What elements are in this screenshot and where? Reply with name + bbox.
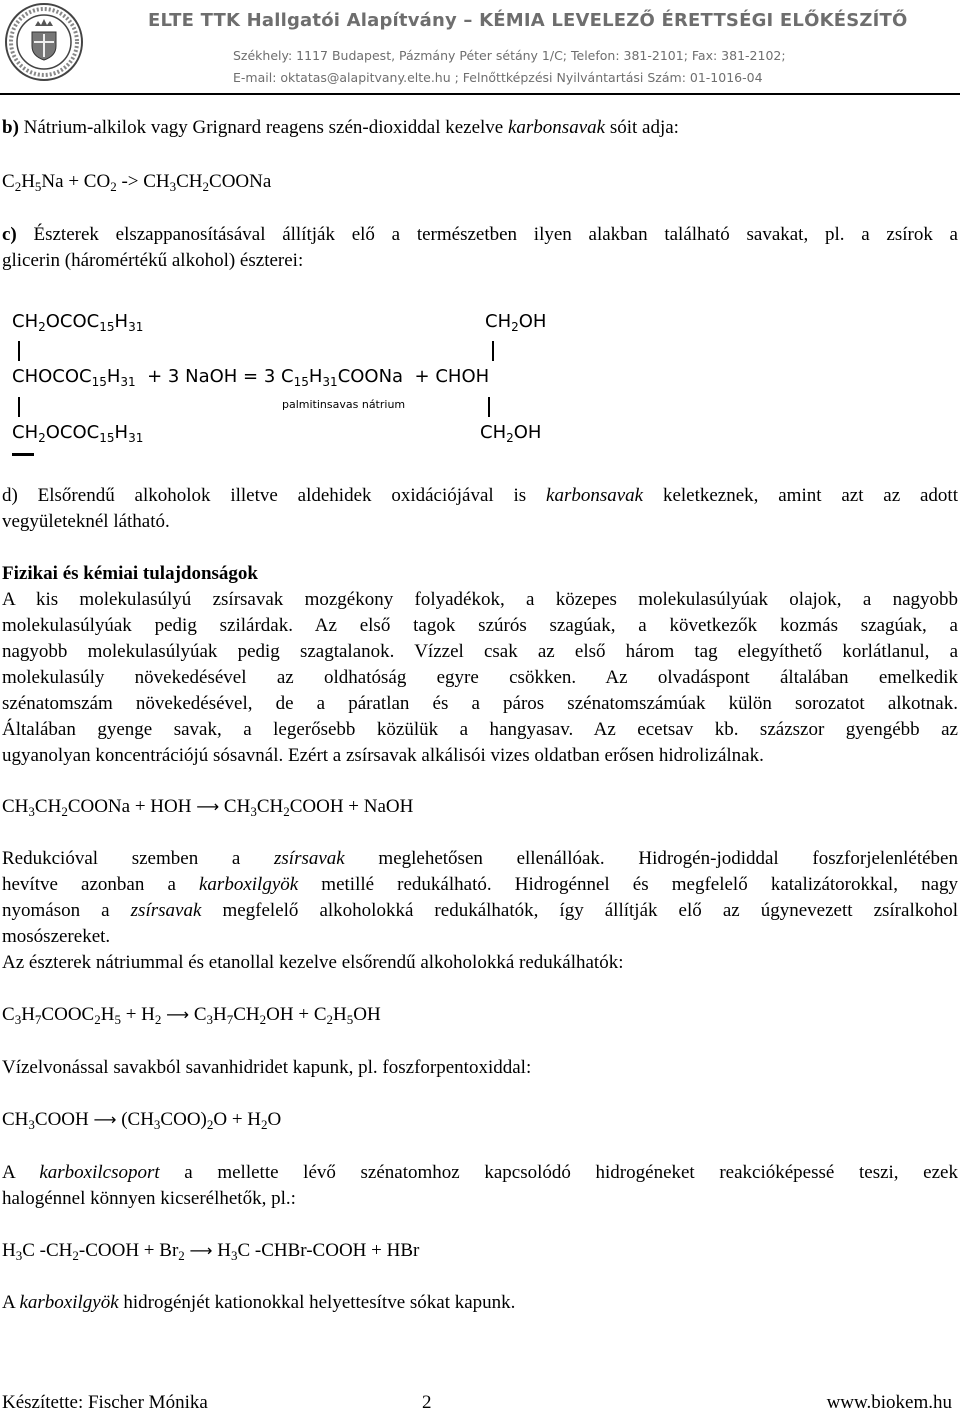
reaction-bromination: $H_3C$ $-CH_2$-COOH + $Br_2$ ⟶ $H_3C$ -CHBr-COOH + HBr <box>2 1240 420 1263</box>
reaction-grignard: $C_2H_5Na + CO_2$ -> $CH_3CH_2COONa$ <box>2 171 272 194</box>
reaction-ester-reduction: $C_3H_7COOC_2H_5 + H_2$ ⟶ $C_3H_7CH_2OH + C_2H_5OH$ <box>2 1004 381 1027</box>
final-paragraph: A karboxilgyök hidrogénjét kationokkal helyettesítve sókat kapunk. <box>2 1292 516 1313</box>
university-seal-logo <box>4 2 84 82</box>
section-heading: Fizikai és kémiai tulajdonságok <box>2 563 258 584</box>
reaction-anhydride: $CH_3COOH$ ⟶ $(CH_3COO)_2O + H_2O$ <box>2 1109 282 1132</box>
header-contact: E-mail: oktatas@alapitvany.elte.hu ; Felnőttképzési Nyilvántartási Szám: 01-1016-04 <box>233 70 763 85</box>
equation-caption: palmitinsavas nátrium <box>282 398 406 411</box>
footer-author: Készítette: Fischer Mónika <box>2 1392 208 1413</box>
carboxyl-paragraph: A karboxilcsoport a mellette lévő szénatomhoz kapcsolódó hidrogéneket reakcióképessé teszi, ezek halogénnel könnyen kicserélhetők, pl.: <box>2 1162 958 1209</box>
para-b: b) Nátrium-alkilok vagy Grignard reagens szén-dioxiddal kezelve karbonsavak sóit adja: <box>2 117 679 138</box>
page-number: 2 <box>422 1392 432 1413</box>
saponification-equation: $CH_2OCOC_{15}H_{31}$ $CH_2OH$ $CHOCOC_{15}H_{31} + 3$ NaOH = 3 $C_{15}H_{31}COONa$ + CHOH palmitinsavas nátrium $CH_2OCOC_{15}H_{31}$ $CH_2OH$ <box>10 305 570 465</box>
para-d: d) Elsőrendű alkoholok illetve aldehidek oxidációjával is karbonsavak keletkeznek, amint azt az adott vegyületeknél látható. <box>2 485 958 532</box>
para-c: c) Észterek elszappanosításával állítják elő a természetben ilyen alakban található savakat, pl. a zsírok a glicerin (háromértékű alkohol) észterei: <box>2 224 958 271</box>
header-address: Székhely: 1117 Budapest, Pázmány Péter sétány 1/C; Telefon: 381-2101; Fax: 381-2102; <box>233 48 786 63</box>
properties-paragraph: A kis molekulasúlyú zsírsavak mozgékony folyadékok, a közepes molekulasúlyúak olajok, a nagyobb molekulasúlyúak pedig szilárdak. Az első tagok szúrós szagúak, a következők kozmás szagúak, a nagyobb molekulasúlyúak pedig szagtalanok. Vízzel csak az első három tag elegyíthető korlátlanul, a molekulasúly növekedésével az oldhatóság egyre csökken. Az olvadáspont általában emelkedik szénatomszám növekedésével, de a páratlan és a páros szénatomszámúak külön sorozatot alkotnak. Általában gyenge savak, a legerősebb közülük a hangyasav. Az ecetsav kb. százszor gyengébb az ugyanolyan koncentrációjú sósavnál. Ezért a zsírsavak alkálisói vizes oldatban erősen hidrolizálnak. <box>2 589 958 766</box>
anhydride-text: Vízelvonással savakból savanhidridet kapunk, pl. foszforpentoxiddal: <box>2 1057 532 1078</box>
header-title: ELTE TTK Hallgatói Alapítvány – KÉMIA LEVELEZŐ ÉRETTSÉGI ELŐKÉSZÍTŐ <box>148 10 908 31</box>
reduction-paragraph: Redukcióval szemben a zsírsavak meglehetősen ellenállóak. Hidrogén-jodiddal foszforjelenlétében hevítve azonban a karboxilgyök metillé redukálható. Hidrogénnel és megfelelő katalizátorokkal, nagy nyomáson a zsírsavak megfelelő alkoholokká redukálhatók, így állítják elő az úgynevezett zsíralkohol mosószereket. Az észterek nátriummal és etanollal kezelve elsőrendű alkoholokká redukálhatók: <box>2 848 959 973</box>
reaction-hydrolysis: $CH_3CH_2COONa$ + HOH ⟶ $CH_3CH_2COOH$ + NaOH <box>2 796 414 819</box>
header-rule <box>0 93 960 95</box>
page-header <box>0 0 960 95</box>
footer-link[interactable]: www.biokem.hu <box>826 1392 952 1413</box>
